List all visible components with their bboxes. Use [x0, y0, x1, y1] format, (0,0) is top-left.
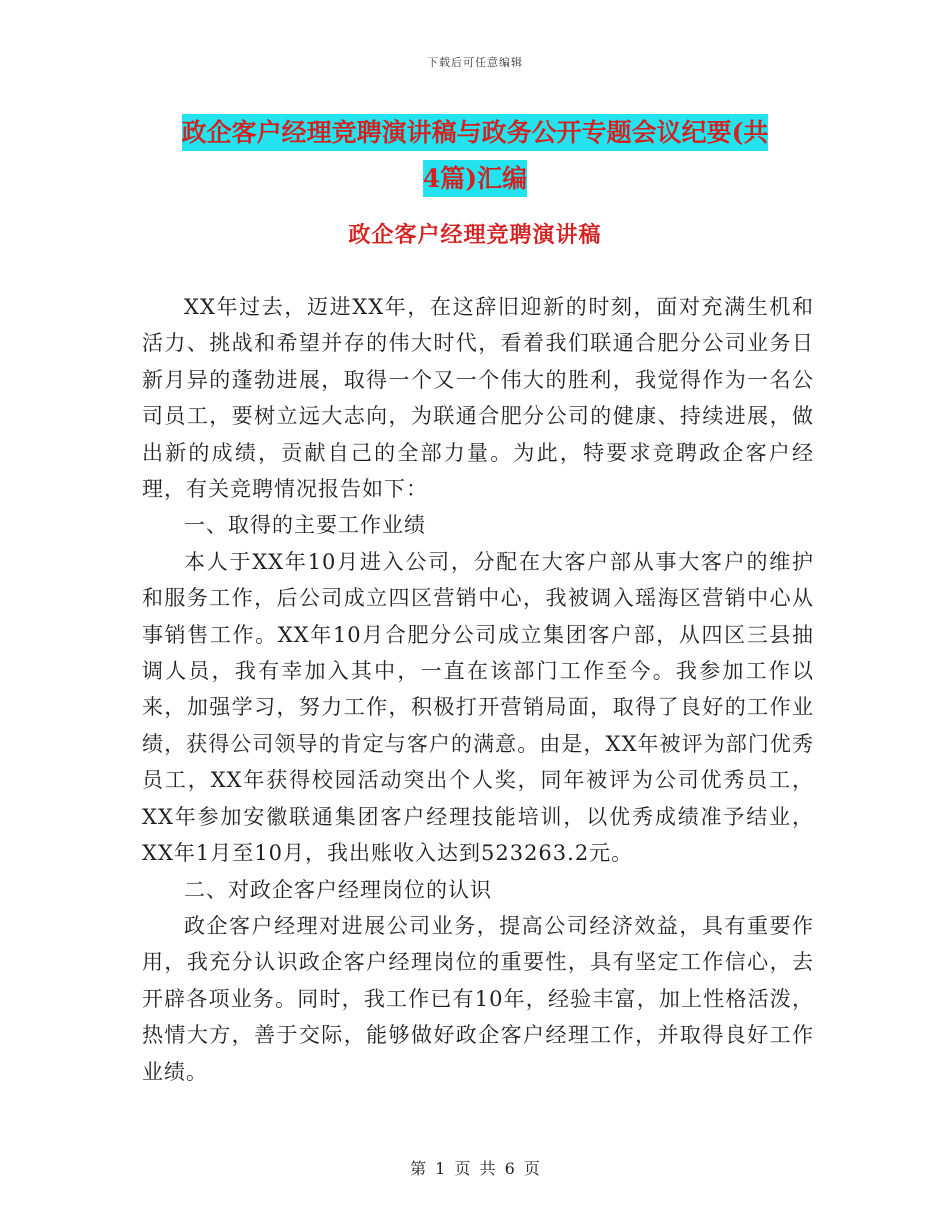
- paragraph-role-understanding: 政企客户经理对进展公司业务，提高公司经济效益，具有重要作用，我充分认识政企客户经理岗位的重要性，具有坚定工作信心，去开辟各项业务。同时，我工作已有10年，经验丰富，加上性格活泼，热情大方，善于交际，能够做好政企客户经理工作，并取得良好工作业绩。: [142, 913, 814, 1084]
- page-number: 第 1 页 共 6 页: [410, 1159, 540, 1178]
- heading-achievements: 一、取得的主要工作业绩: [184, 513, 426, 538]
- document-title: [0, 110, 950, 202]
- paragraph-intro: XX年过去，迈进XX年，在这辞旧迎新的时刻，面对充满生机和活力、挑战和希望并存的伟大时代，看着我们联通合肥分公司业务日新月异的蓬勃进展，取得一个又一个伟大的胜利，我觉得作为一名公司员工，要树立远大志向，为联通合肥分公司的健康、持续进展，做出新的成绩，贡献自己的全部力量。为此，特要求竞聘政企客户经理，有关竞聘情况报告如下：: [142, 295, 814, 502]
- paragraph-achievements: 本人于XX年10月进入公司，分配在大客户部从事大客户的维护和服务工作，后公司成立四区营销中心，我被调入瑶海区营销中心从事销售工作。XX年10月合肥分公司成立集团客户部，从四区三县抽调人员，我有幸加入其中，一直在该部门工作至今。我参加工作以来，加强学习，努力工作，积极打开营销局面，取得了良好的工作业绩，获得公司领导的肯定与客户的满意。由是，XX年被评为部门优秀员工，XX年获得校园活动突出个人奖，同年被评为公司优秀员工，XX年参加安徽联通集团客户经理技能培训，以优秀成绩准予结业，XX年1月至10月，我出账收入达到523263.2元。: [142, 549, 814, 866]
- section-title: 政企客户经理竞聘演讲稿: [348, 222, 602, 248]
- body-text: [142, 289, 814, 1090]
- document-title-line-2: 4篇)汇编: [423, 160, 527, 197]
- header-note: 下载后可任意编辑: [427, 56, 523, 69]
- document-title-line-1: 政企客户经理竞聘演讲稿与政务公开专题会议纪要(共: [182, 114, 769, 151]
- heading-role-understanding: 二、对政企客户经理岗位的认识: [184, 877, 492, 902]
